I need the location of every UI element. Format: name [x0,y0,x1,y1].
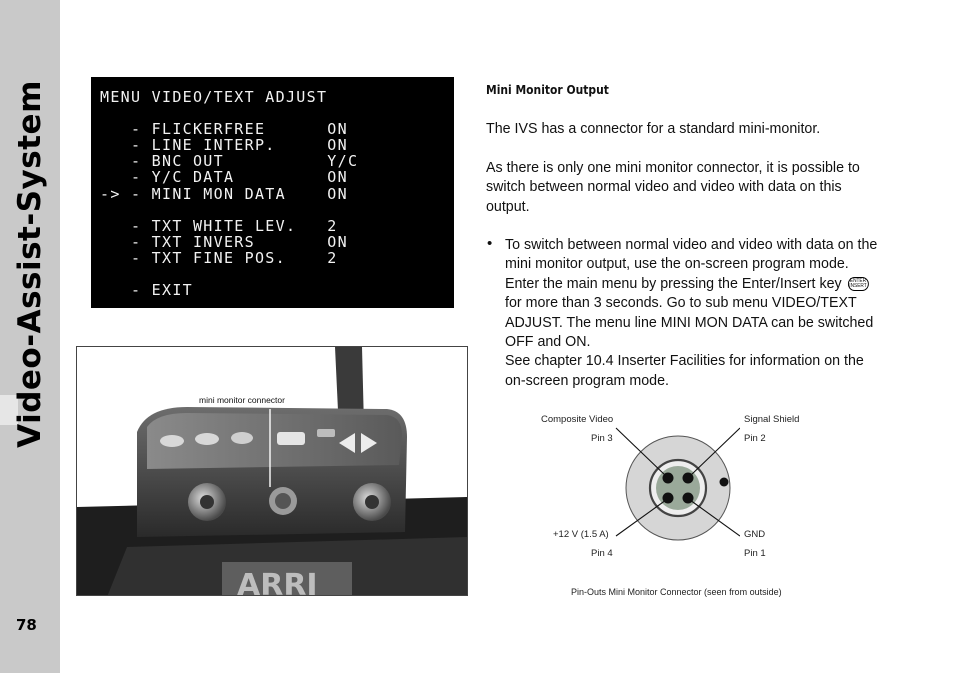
osd-item-txt-fine-pos: - TXT FINE POS. 2 [100,248,338,267]
pin2-label: Pin 2 [744,433,766,444]
osd-blank-line [100,202,454,218]
osd-item-exit: - EXIT [100,281,193,300]
page-number: 78 [16,616,37,634]
pin1-name: GND [744,529,766,540]
photo-caption: mini monitor connector [199,395,285,405]
sidebar-title: Video-Assist-System [12,80,48,448]
device-photo [76,346,468,596]
bullet-text-part2: for more than 3 seconds. Go to sub menu VIDEO/TEXT ADJUST. The menu line MINI MON DATA can be switched OFF and ON. [505,294,874,351]
enter-insert-key-icon: ENTER INSERT [849,277,867,290]
section-heading: Mini Monitor Output [486,82,609,97]
pin3-label: Pin 3 [591,433,613,444]
pin1-label: Pin 1 [744,548,766,559]
pin4-name: +12 V (1.5 A) [553,529,609,540]
connector-key-notch [720,478,729,487]
osd-item-bnc-out: - BNC OUT Y/C [100,152,359,171]
brand-logo: ARRI [237,568,318,596]
sidebar [0,0,60,673]
osd-item-mini-mon-data: -> - MINI MON DATA ON [100,184,348,203]
osd-blank-line [100,266,454,282]
connector-pinout-diagram [600,418,740,558]
osd-blank-line [100,105,454,121]
instruction-bullet [505,235,877,390]
description-paragraph: As there is only one mini monitor connector, it is possible to switch between normal video and video with data on this output. [486,159,860,215]
osd-menu-title: MENU VIDEO/TEXT ADJUST [100,88,328,106]
osd-item-flickerfree: - FLICKERFREE ON [100,120,348,139]
pin2-name: Signal Shield [744,414,800,425]
device-illustration [77,347,468,596]
pin4-label: Pin 4 [591,548,613,559]
pinout-caption: Pin-Outs Mini Monitor Connector (seen from outside) [571,587,782,597]
osd-menu-screenshot [91,77,454,308]
osd-item-yc-data: - Y/C DATA ON [100,168,348,187]
osd-item-line-interp: - LINE INTERP. ON [100,136,348,155]
bullet-text-part3: See chapter 10.4 Inserter Facilities for information on the on-screen program mode. [505,352,864,389]
bullet-text-part1: To switch between normal video and video with data on the mini monitor output, use the on-screen program mode. Enter the main menu by pressing the Enter/Insert key [505,236,878,292]
osd-item-txt-invers: - TXT INVERS ON [100,232,348,251]
intro-paragraph: The IVS has a connector for a standard mini-monitor. [486,120,821,137]
osd-item-txt-white-lev: - TXT WHITE LEV. 2 [100,216,338,235]
pin3-name: Composite Video [541,414,614,425]
bullet-marker: • [487,235,493,252]
